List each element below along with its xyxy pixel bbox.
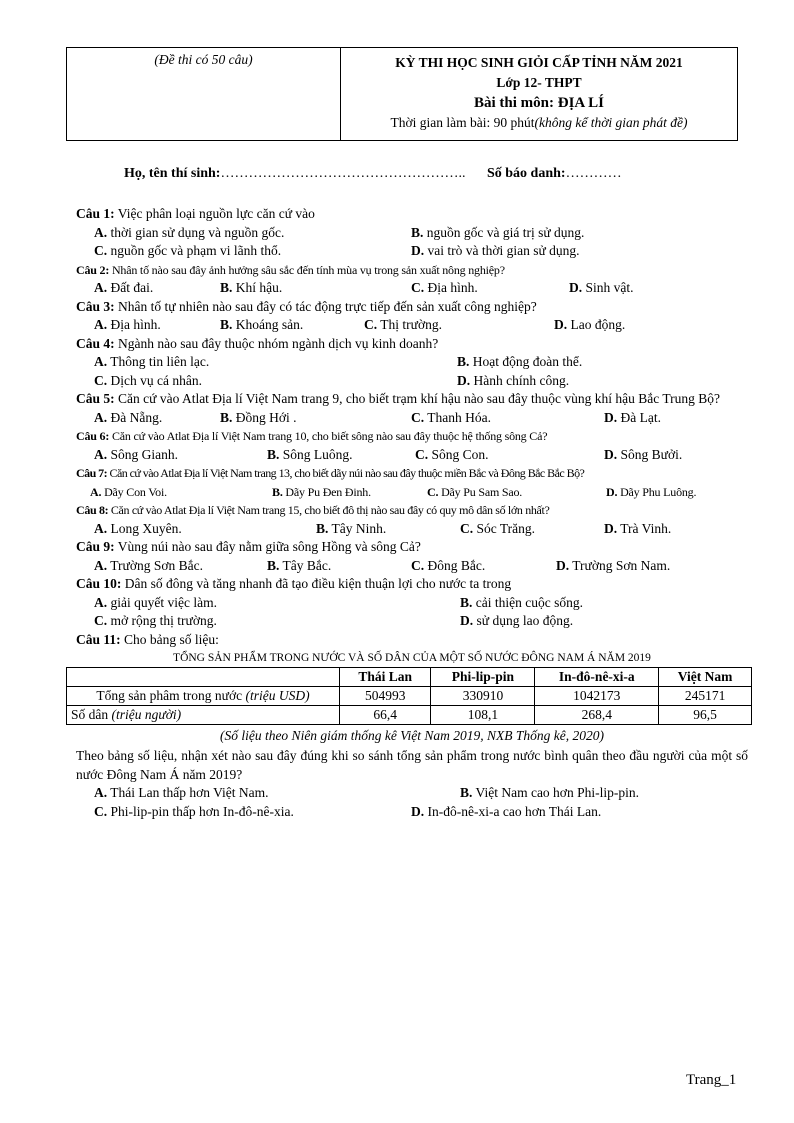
question-9 [76,538,748,557]
option-b: B. nguồn gốc và giá trị sử dụng. [411,224,585,240]
option-a: A. thời gian sử dụng và nguồn gốc. [94,224,285,240]
option-row [76,224,748,243]
question-text: Ngành nào sau đây thuộc nhóm ngành dịch vụ kinh doanh? [114,335,439,351]
table-cell: 268,4 [535,706,659,725]
option-c: C. Phi-lip-pin thấp hơn In-đô-nê-xia. [94,803,294,819]
question-number: Câu 7: [76,466,108,480]
table-header-row [67,668,752,687]
option-b: B. Khí hậu. [220,280,283,295]
question-number: Câu 9: [76,539,115,554]
header-left-cell [67,48,341,141]
option-c: C. Dịch vụ cá nhân. [94,372,202,388]
option-c: C. mở rộng thị trường. [94,613,217,628]
question-number: Câu 2: [76,262,110,277]
option-row [76,316,748,335]
option-c: C. nguồn gốc và phạm vi lãnh thổ. [94,243,282,258]
table-cell: 245171 [659,687,752,706]
option-d: D. Hành chính công. [457,372,570,388]
option-d: D. In-đô-nê-xi-a cao hơn Thái Lan. [411,803,602,819]
option-d: D. Trường Sơn Nam. [556,557,671,573]
question-7 [76,464,748,483]
option-d: D. sử dụng lao động. [460,613,574,628]
table-cell: 66,4 [340,706,431,725]
question-number: Câu 4: [76,335,115,351]
option-b: B. Sông Luông. [267,446,353,462]
table-header-cell: Phi-lip-pin [431,668,535,687]
option-row [76,446,748,465]
question-11 [76,631,748,650]
question-10 [76,575,748,594]
question-number: Câu 6: [76,429,110,443]
option-c: C. Sóc Trăng. [460,520,536,536]
candidate-info [124,166,622,182]
option-row [76,353,748,372]
option-c: C. Dãy Pu Sam Sao. [427,484,523,499]
option-b: B. Dãy Pu Đen Đinh. [272,484,371,499]
table-header-cell: In-đô-nê-xi-a [535,668,659,687]
option-d: D. vai trò và thời gian sử dụng. [411,243,580,258]
question-text: Căn cứ vào Atlat Địa lí Việt Nam trang 10, cho biết sông nào sau đây thuộc hệ thống sông Cả? [109,429,548,443]
option-a: A. Sông Gianh. [94,446,178,462]
candidate-name-label: Họ, tên thí sinh: [124,166,221,181]
option-c: C. Thị trường. [364,317,442,332]
option-row [76,409,748,428]
question-8 [76,501,748,520]
row-label: Tổng sản phâm trong nước (triệu USD) [67,687,340,706]
page-number: Trang_1 [686,1072,737,1088]
option-a: A. Thái Lan thấp hơn Việt Nam. [94,785,269,800]
question-1 [76,205,748,224]
table-cell: 1042173 [535,687,659,706]
option-d: D. Sông Bưởi. [604,446,683,462]
question-count-note: (Đề thi có 50 câu) [154,52,253,67]
option-d: D. Trà Vinh. [604,520,672,536]
question-text: Nhân tố tự nhiên nào sau đây có tác động trực tiếp đến sản xuất công nghiệp? [114,298,537,314]
question-2 [76,261,748,280]
table-header-cell: Việt Nam [659,668,752,687]
option-row [76,242,748,261]
question-number: Câu 5: [76,391,115,406]
option-c: C. Sông Con. [415,446,489,462]
question-text: Dân số đông và tăng nhanh đã tạo điều kiện thuận lợi cho nước ta trong [121,576,512,591]
option-b: B. Đồng Hới . [220,409,297,425]
option-row [76,372,748,391]
question-number: Câu 8: [76,503,109,517]
table-cell: 504993 [340,687,431,706]
question-text: Vùng núi nào sau đây nằm giữa sông Hồng và sông Cả? [114,539,421,554]
question-text: Căn cứ vào Atlat Địa lí Việt Nam trang 15, cho biết đô thị nào sau đây có quy mô dân số lớn nhất? [108,503,550,517]
question-text: Căn cứ vào Atlat Địa lí Việt Nam trang 9, cho biết trạm khí hậu nào sau đây thuộc vùng khí hậu Bắc Trung Bộ? [114,391,721,406]
table-row [67,687,752,706]
option-a: A. giải quyết việc làm. [94,594,217,610]
option-row [76,520,748,539]
option-a: A. Địa hình. [94,317,161,332]
question-prompt: Theo bảng số liệu, nhận xét nào sau đây đúng khi so sánh tổng sản phẩm trong nước bình quân theo đầu người của một số nước Đông Nam Á năm 2019? [76,748,748,782]
option-row [76,594,748,613]
header-right-cell [341,48,738,141]
question-5 [76,390,748,409]
question-text: Việc phân loại nguồn lực căn cứ vào [114,206,315,221]
question-number: Câu 11: [76,631,121,647]
option-row [76,612,748,631]
option-b: B. Việt Nam cao hơn Phi-lip-pin. [460,785,639,800]
option-row [76,784,748,803]
question-4 [76,335,748,354]
questions-section [71,205,748,821]
option-c: C. Địa hình. [411,280,478,295]
question-text: Cho bảng số liệu: [120,631,219,647]
option-row [76,279,748,298]
table-header-cell [67,668,340,687]
question-3 [76,298,748,317]
question-number: Câu 1: [76,206,115,221]
option-c: C. Thanh Hóa. [411,409,491,425]
question-text: Nhân tố nào sau đây ảnh hưởng sâu sắc đến tính mùa vụ trong sản xuất nông nghiệp? [109,262,505,277]
option-c: C. Đông Bắc. [411,557,486,573]
option-a: A. Trường Sơn Bắc. [94,557,203,573]
option-d: D. Dãy Phu Luông. [606,484,697,499]
option-b: B. Tây Bắc. [267,557,332,573]
option-a: A. Đà Nẵng. [94,409,163,425]
option-b: B. Tây Ninh. [316,520,387,536]
exam-header [66,47,738,141]
time-label: Thời gian làm bài: 90 phút [390,115,535,130]
option-d: D. Lao động. [554,317,626,332]
option-d: D. Sinh vật. [569,280,634,295]
option-b: B. Khoáng sản. [220,317,304,332]
option-row [76,483,748,502]
table-header-cell: Thái Lan [340,668,431,687]
option-row [76,557,748,576]
table-source: (Số liệu theo Niên giám thống kê Việt Nam 2019, NXB Thống kê, 2020) [219,728,605,743]
option-a: A. Long Xuyên. [94,520,182,536]
question-number: Câu 3: [76,298,115,314]
exam-time [341,113,737,133]
table-title: TỔNG SẢN PHẨM TRONG NƯỚC VÀ SỐ DÂN CỦA MỘT SỐ NƯỚC ĐÔNG NAM Á NĂM 2019 [173,652,651,664]
time-note: (không kể thời gian phát đề) [534,115,688,130]
option-d: D. Đà Lạt. [604,409,661,425]
option-b: B. cải thiện cuộc sống. [460,594,583,610]
question-6 [76,427,748,446]
option-row [76,803,748,822]
option-a: A. Thông tin liên lạc. [94,354,210,369]
question-text: Căn cứ vào Atlat Địa lí Việt Nam trang 13, cho biết dãy núi nào sau đây thuộc miền Bắc và Đông Bắc Bắc Bộ? [107,466,585,480]
candidate-id-label: Số báo danh: [486,166,566,181]
table-row [67,706,752,725]
option-a: A. Dãy Con Voi. [90,484,167,499]
table-cell: 330910 [431,687,535,706]
table-cell: 108,1 [431,706,535,725]
option-b: B. Hoạt động đoàn thể. [457,354,583,369]
option-a: A. Đất đai. [94,280,154,295]
table-cell: 96,5 [659,706,752,725]
exam-subject: Bài thi môn: ĐỊA LÍ [473,95,605,111]
statistics-table [66,667,752,725]
candidate-id-field: ………… [565,166,622,181]
exam-title: KỲ THI HỌC SINH GIỎI CẤP TỈNH NĂM 2021 [395,55,683,70]
row-label: Số dân (triệu người) [67,706,340,725]
candidate-name-field: …………………………………………….. [220,166,466,181]
question-number: Câu 10: [76,576,122,591]
exam-grade: Lớp 12- THPT [496,75,582,90]
